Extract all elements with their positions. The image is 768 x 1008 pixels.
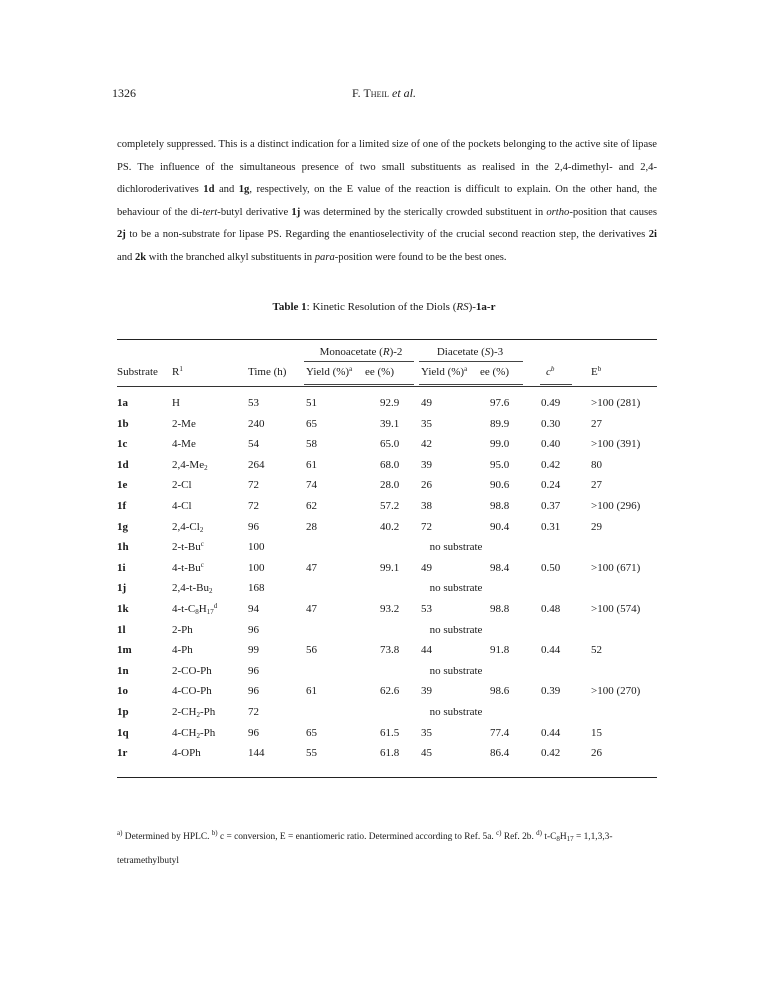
group-header-diacetate: Diacetate (S)-3 [436, 346, 504, 358]
row-r-substituent: 4-CO-Ph [172, 685, 212, 697]
row-time: 100 [248, 541, 265, 553]
paragraph-segment: 2k [134, 251, 147, 263]
footnote-c-mark: c) [496, 829, 502, 837]
row-mono-yield: 51 [306, 397, 317, 409]
row-r-substituent: $2,4-Me_2$ [172, 459, 208, 472]
row-substrate: 1f [117, 500, 127, 512]
paragraph-segment: to be a non-substrate for lipase PS. Regarding the enantioselectivity of the crucial second reaction step, the derivatives [125, 229, 649, 241]
row-r-substituent: 4-Ph [172, 644, 193, 656]
subrule-mono [304, 384, 414, 385]
row-r-substituent: $2,4-Cl_2$ [172, 521, 204, 534]
row-substrate: 1h [117, 541, 129, 553]
row-e: >100 (671) [591, 562, 641, 574]
row-time: 96 [248, 665, 259, 677]
row-r-substituent: 4-t-Bu$^c$ [172, 561, 204, 574]
row-time: 96 [248, 624, 259, 636]
row-mono-yield: 74 [306, 479, 317, 491]
paragraph-segment: completely suppressed. This is a distinct indication for a limited size of one of the pockets belonging to the active site of lipase PS. The influence of the simultaneous presence of two small substituents as realised in the 2,4-dimethyl- and 2,4-dichloroderivatives [117, 139, 657, 196]
row-mono-ee: 99.1 [380, 562, 400, 574]
row-substrate: 1c [117, 438, 128, 450]
subrule-di [419, 384, 523, 385]
row-di-yield: 45 [421, 747, 432, 759]
paragraph-segment: 1d [203, 184, 215, 196]
row-di-ee: 90.4 [490, 521, 510, 533]
paragraph-segment: 1j [291, 206, 301, 218]
row-mono-yield: 47 [306, 562, 317, 574]
row-mono-ee: 65.0 [380, 438, 400, 450]
row-e: >100 (296) [591, 500, 641, 512]
caption-compounds: 1a-r [475, 301, 496, 313]
row-e: 52 [591, 644, 602, 656]
caption-rs: RS [456, 301, 469, 313]
row-substrate: 1r [117, 747, 128, 759]
col-header-e: $E^b$ [591, 365, 602, 378]
row-time: 72 [248, 479, 259, 491]
row-c: 0.40 [541, 438, 561, 450]
row-note: no substrate [429, 706, 483, 718]
row-di-yield: 44 [421, 644, 432, 656]
row-di-ee: 90.6 [490, 479, 510, 491]
row-r-substituent: 4-OPh [172, 747, 201, 759]
row-note: no substrate [429, 582, 483, 594]
row-c: 0.44 [541, 727, 561, 739]
row-mono-ee: 73.8 [380, 644, 400, 656]
header-bottom-rule [117, 386, 657, 387]
paragraph-segment: 2i [648, 229, 657, 241]
row-time: 99 [248, 644, 259, 656]
row-e: 15 [591, 727, 602, 739]
paragraph-segment: para [314, 251, 335, 263]
row-mono-yield: 55 [306, 747, 317, 759]
row-c: 0.39 [541, 685, 561, 697]
row-r-substituent: $4-CH_2-Ph$ [172, 727, 216, 740]
row-time: 144 [248, 747, 265, 759]
row-mono-yield: 28 [306, 521, 317, 533]
row-mono-ee: 93.2 [380, 603, 400, 615]
paragraph-segment: tert [202, 206, 218, 218]
row-r-substituent: $4-t-C_8H_{17}^d$ [172, 602, 218, 616]
row-time: 72 [248, 500, 259, 512]
row-time: 54 [248, 438, 259, 450]
row-mono-yield: 65 [306, 727, 317, 739]
row-mono-ee: 68.0 [380, 459, 400, 471]
row-time: 72 [248, 706, 259, 718]
row-di-ee: 98.8 [490, 500, 510, 512]
row-r-substituent: 2-Ph [172, 624, 193, 636]
row-e: 27 [591, 418, 602, 430]
row-substrate: 1b [117, 418, 129, 430]
row-e: 26 [591, 747, 602, 759]
row-e: >100 (574) [591, 603, 641, 615]
footnote-c: Ref. 2b. [501, 832, 537, 842]
row-substrate: 1n [117, 665, 129, 677]
row-substrate: 1o [117, 685, 128, 697]
caption-text-1: : Kinetic Resolution of the Diols ( [306, 301, 457, 313]
row-time: 96 [248, 727, 259, 739]
row-substrate: 1j [117, 582, 127, 594]
col-header-di-ee: ee (%) [480, 366, 510, 378]
row-di-ee: 86.4 [490, 747, 510, 759]
row-c: 0.37 [541, 500, 561, 512]
row-di-ee: 97.6 [490, 397, 510, 409]
row-r-substituent: $2,4-t-Bu_2$ [172, 582, 213, 595]
row-e: >100 (270) [591, 685, 641, 697]
footnote-b: c = conversion, E = enantiomeric ratio. Determined according to Ref. 5a. [217, 832, 497, 842]
row-note: no substrate [429, 624, 483, 636]
row-mono-yield: 47 [306, 603, 317, 615]
footnote-b-mark: b) [211, 829, 218, 837]
row-di-yield: 39 [421, 685, 432, 697]
row-r-substituent: 2-Me [172, 418, 196, 430]
row-time: 100 [248, 562, 265, 574]
row-di-ee: 98.4 [490, 562, 510, 574]
row-c: 0.31 [541, 521, 561, 533]
running-head-etal: et al. [392, 86, 417, 100]
row-c: 0.42 [541, 459, 561, 471]
row-time: 96 [248, 685, 259, 697]
row-di-ee: 98.6 [490, 685, 510, 697]
paragraph-segment: 1g [238, 184, 250, 196]
table-label: Table 1 [272, 301, 307, 313]
paragraph-segment: , respectively, on the E value of the reaction is difficult to explain. On the other hand, the behaviour of the di- [117, 184, 657, 218]
row-mono-yield: 62 [306, 500, 317, 512]
row-r-substituent: 4-Me [172, 438, 196, 450]
row-c: 0.48 [541, 603, 561, 615]
row-mono-yield: 65 [306, 418, 317, 430]
row-note: no substrate [429, 665, 483, 677]
row-di-yield: 35 [421, 727, 432, 739]
subrule-c [540, 384, 572, 385]
row-di-yield: 26 [421, 479, 432, 491]
row-r-substituent: $2-CH_2-Ph$ [172, 706, 216, 719]
col-header-c: $c^b$ [546, 365, 555, 378]
paragraph-segment: -position that causes [569, 206, 657, 218]
paragraph-segment: -butyl derivative [217, 206, 292, 218]
footnote-d: $t-C_8H_{17}$ = 1,1,3,3-tetramethylbutyl [117, 832, 613, 866]
row-time: 168 [248, 582, 265, 594]
row-mono-ee: 57.2 [380, 500, 400, 512]
row-e: 29 [591, 521, 602, 533]
row-note: no substrate [429, 541, 483, 553]
col-header-r: $R^1$ [172, 365, 183, 378]
col-header-substrate: Substrate [117, 366, 158, 378]
row-mono-ee: 62.6 [380, 685, 400, 697]
col-header-mono-ee: ee (%) [365, 366, 395, 378]
row-substrate: 1d [117, 459, 129, 471]
row-substrate: 1i [117, 562, 126, 574]
row-mono-yield: 58 [306, 438, 317, 450]
caption-text-2: )- [468, 301, 476, 313]
paragraph-segment: and [214, 184, 239, 196]
row-di-ee: 98.8 [490, 603, 510, 615]
row-substrate: 1q [117, 727, 129, 739]
row-di-ee: 91.8 [490, 644, 510, 656]
paragraph-segment: ortho [546, 206, 570, 218]
row-e: >100 (281) [591, 397, 641, 409]
row-di-yield: 42 [421, 438, 432, 450]
table-bottom-rule [117, 777, 657, 778]
table-top-rule [117, 339, 657, 340]
monoacetate-underline [304, 361, 414, 362]
row-c: 0.50 [541, 562, 561, 574]
row-substrate: 1a [117, 397, 128, 409]
row-mono-ee: 61.5 [380, 727, 400, 739]
diacetate-underline [419, 361, 523, 362]
paragraph-segment: was determined by the sterically crowded substituent in [300, 206, 547, 218]
row-time: 264 [248, 459, 265, 471]
row-di-yield: 38 [421, 500, 432, 512]
row-r-substituent: 2-CO-Ph [172, 665, 212, 677]
row-di-yield: 53 [421, 603, 432, 615]
row-e: >100 (391) [591, 438, 641, 450]
row-di-yield: 39 [421, 459, 432, 471]
paragraph-segment: -position were found to be the best ones. [334, 251, 507, 263]
row-time: 53 [248, 397, 259, 409]
table-caption [0, 301, 768, 313]
running-head [0, 86, 768, 101]
paragraph-segment: with the branched alkyl substituents in [146, 251, 315, 263]
row-r-substituent: 4-Cl [172, 500, 192, 512]
row-c: 0.44 [541, 644, 561, 656]
row-c: 0.24 [541, 479, 561, 491]
row-di-ee: 95.0 [490, 459, 510, 471]
row-di-ee: 77.4 [490, 727, 510, 739]
paragraph-segment: and [117, 251, 135, 263]
footnote-d-mark: d) [536, 829, 542, 837]
row-mono-ee: 39.1 [380, 418, 400, 430]
row-r-substituent: 2-Cl [172, 479, 192, 491]
row-mono-yield: 61 [306, 685, 317, 697]
footnotes [117, 825, 657, 873]
row-substrate: 1k [117, 603, 129, 615]
row-mono-yield: 61 [306, 459, 317, 471]
row-substrate: 1g [117, 521, 128, 533]
row-di-ee: 99.0 [490, 438, 510, 450]
row-mono-ee: 28.0 [380, 479, 400, 491]
row-di-yield: 49 [421, 562, 432, 574]
row-c: 0.42 [541, 747, 561, 759]
row-di-yield: 72 [421, 521, 432, 533]
row-substrate: 1l [117, 624, 126, 636]
group-header-monoacetate: Monoacetate (R)-2 [319, 346, 403, 358]
row-c: 0.49 [541, 397, 561, 409]
col-header-mono-yield: Yield (%)$^a$ [306, 365, 353, 378]
row-time: 96 [248, 521, 259, 533]
row-e: 27 [591, 479, 602, 491]
row-mono-yield: 56 [306, 644, 317, 656]
row-time: 94 [248, 603, 259, 615]
page-number: 1326 [112, 86, 136, 100]
row-substrate: 1m [117, 644, 132, 656]
row-mono-ee: 92.9 [380, 397, 400, 409]
col-header-time: Time (h) [248, 366, 287, 378]
footnote-a-mark: a) [117, 829, 123, 837]
footnote-a: Determined by HPLC. [122, 832, 212, 842]
row-mono-ee: 61.8 [380, 747, 400, 759]
col-header-di-yield: Yield (%)$^a$ [421, 365, 468, 378]
row-time: 240 [248, 418, 265, 430]
row-di-ee: 89.9 [490, 418, 510, 430]
row-substrate: 1p [117, 706, 129, 718]
row-r-substituent: H [172, 397, 180, 409]
row-mono-ee: 40.2 [380, 521, 400, 533]
row-di-yield: 35 [421, 418, 432, 430]
row-c: 0.30 [541, 418, 561, 430]
row-substrate: 1e [117, 479, 128, 491]
row-e: 80 [591, 459, 602, 471]
body-paragraph [117, 134, 657, 270]
row-di-yield: 49 [421, 397, 432, 409]
row-r-substituent: 2-t-Bu$^c$ [172, 540, 204, 553]
running-head-author: F. Theil [351, 86, 390, 100]
paragraph-segment: 2j [117, 229, 126, 241]
